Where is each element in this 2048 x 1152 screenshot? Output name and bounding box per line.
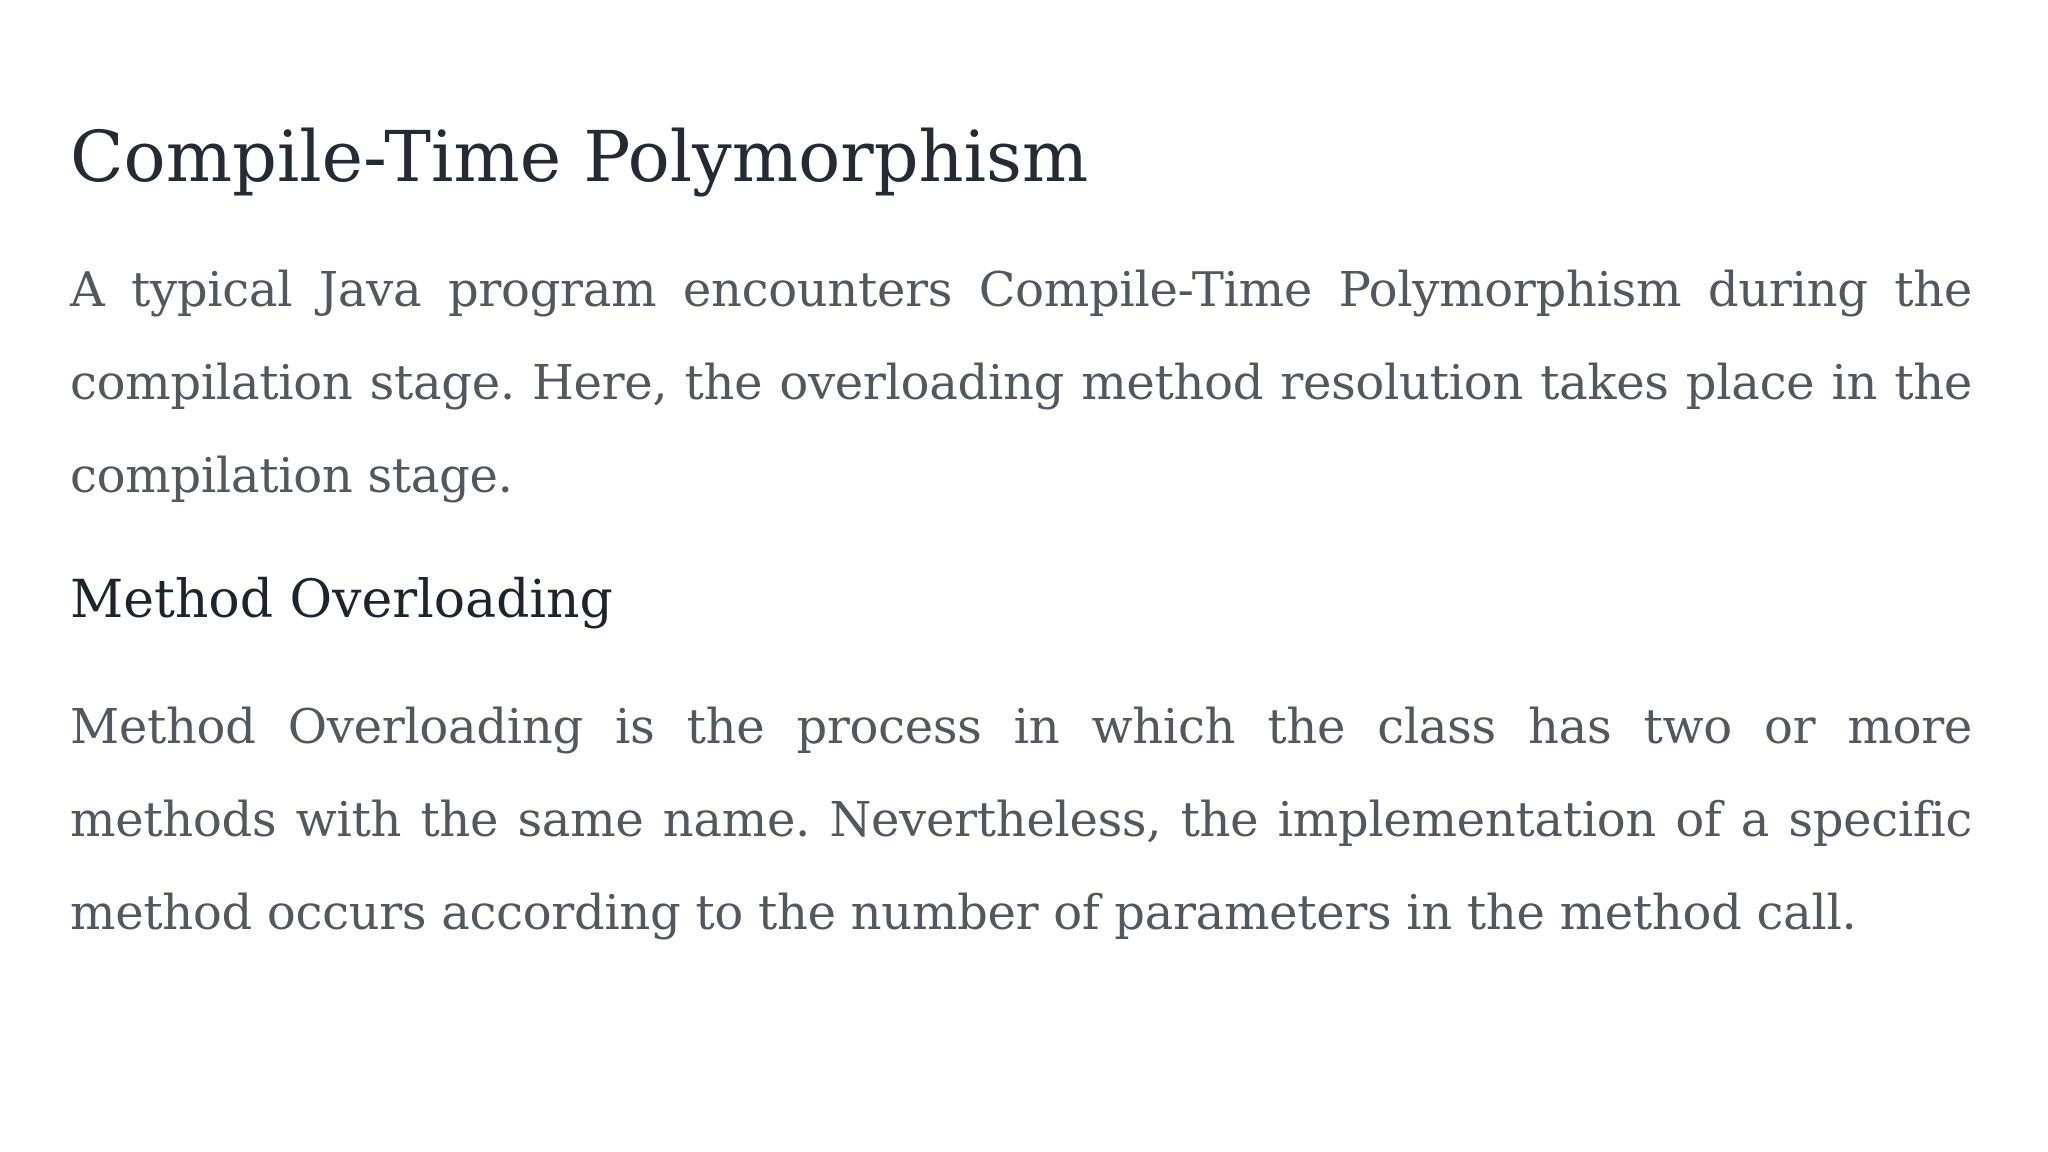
- section-paragraph: Method Overloading is the process in which the class has two or more methods with the same name. Nevertheless, the implementation of a specific method occurs according to the number of parameters in the method call.: [70, 699, 1972, 941]
- section-heading: Method Overloading: [70, 570, 613, 630]
- page-title: Compile-Time Polymorphism: [70, 116, 1089, 198]
- intro-paragraph: A typical Java program encounters Compile-Time Polymorphism during the compilation stage. Here, the overloading method resolution takes place in the compilation stage.: [70, 262, 1972, 504]
